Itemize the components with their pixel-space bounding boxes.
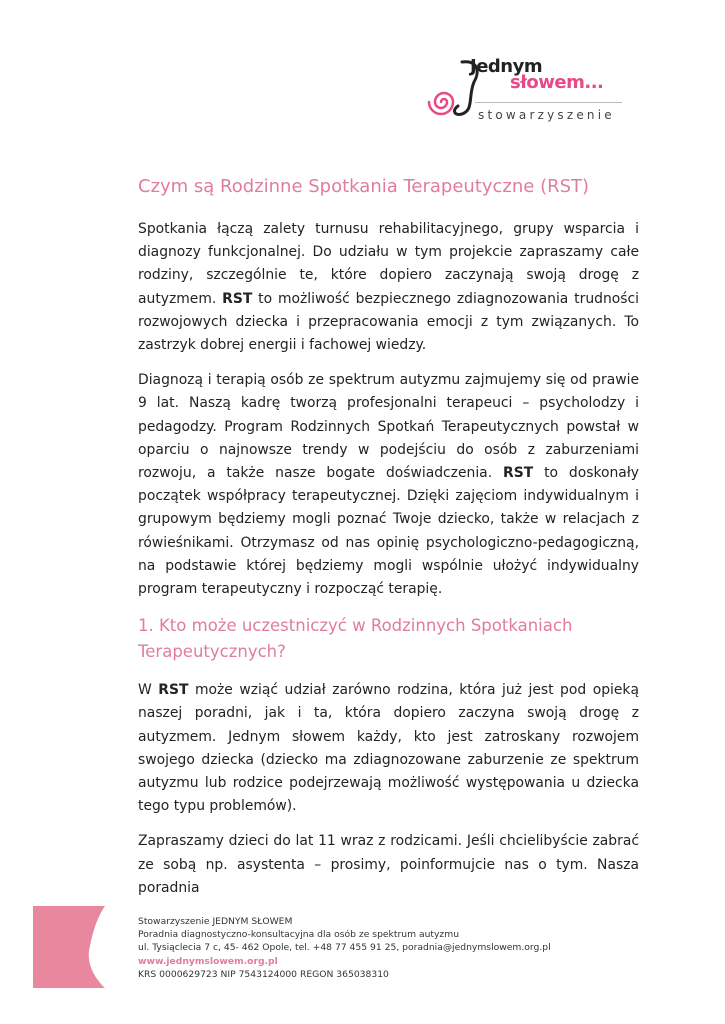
footer-org-name: Stowarzyszenie JEDNYM SŁOWEM [138, 916, 293, 927]
text: to możliwość bezpiecznego zdiagnozowania trudności rozwojowych dziecka i przepracowania emocji z tym związanych. To zastrzyk dobrej energii i fachowej wiedzy. [138, 290, 639, 354]
paragraph-invite: Zapraszamy dzieci do lat 11 wraz z rodzicami. Jeśli chcielibyście zabrać ze sobą np. asystenta – prosimy, poinformujcie nas o tym. Nasza poradnia [138, 833, 639, 896]
footer-decor-curve [88, 906, 128, 988]
text: W [138, 682, 159, 699]
paragraph-who [138, 679, 639, 818]
document-body [138, 172, 639, 912]
footer-description: Poradnia diagnostyczno-konsultacyjna dla osób ze spektrum autyzmu [138, 929, 460, 941]
footer [138, 915, 551, 981]
bold-rst: RST [503, 465, 534, 482]
text: Diagnozą i terapią osób ze spektrum autyzmu zajmujemy się od prawie 9 lat. Naszą kadrę tworzą profesjonalni terapeuci – psycholodzy i pedagodzy. Program Rodzinnych Spotkań Terapeutycznych powstał w oparciu o najnowsze trendy w podejściu do osób z zaburzeniami rozwoju, a także nasze bogate doświadczenia. [138, 372, 639, 482]
logo-subtitle: stowarzyszenie [478, 108, 615, 122]
page-title: Czym są Rodzinne Spotkania Terapeutyczne (RST) [138, 176, 590, 197]
paragraph-about [138, 369, 639, 601]
logo-divider [475, 102, 622, 103]
section-heading: 1. Kto może uczestniczyć w Rodzinnych Spotkaniach Terapeutycznych? [138, 616, 573, 662]
footer-registry: KRS 0000629723 NIP 7543124000 REGON 365038310 [138, 968, 389, 980]
text: Spotkania łączą zalety turnusu rehabilitacyjnego, grupy wsparcia i diagnozy funkcjonalnej. Do udziału w tym projekcie zapraszamy całe rodziny, szczególnie te, które dopiero zaczynają swoją drogę z autyzmem. [138, 221, 639, 307]
logo-word-slowem: słowem... [510, 72, 604, 93]
logo-word-jednym: Jednym [470, 56, 543, 77]
paragraph-intro [138, 218, 639, 357]
bold-rst: RST [158, 682, 189, 699]
bold-rst: RST [222, 290, 253, 307]
text: to doskonały początek współpracy terapeutycznej. Dzięki zajęciom indywidualnym i grupowym będziemy mogli poznać Twoje dziecko, także w relacjach z rówieśnikami. Otrzymasz od nas opinię psychologiczno-pedagogiczną, na podstawie której będziemy mogli wspólnie ułożyć indywidualny program terapeutyczny i rozpocząć terapię. [138, 465, 639, 598]
text: może wziąć udział zarówno rodzina, która już jest pod opieką naszej poradni, jak i ta, która dopiero zaczyna swoją drogę z autyzmem. Jednym słowem każdy, kto jest zatroskany rozwojem swojego dziecka (dziecko ma zdiagnozowane zaburzenie ze spektrum autyzmu lub rodzice podejrzewają możliwość występowania u dziecka tego typu problemów). [138, 682, 639, 815]
footer-website-link[interactable]: www.jednymslowem.org.pl [138, 955, 278, 967]
footer-address: ul. Tysiąclecia 7 c, 45- 462 Opole, tel. +48 77 455 91 25, poradnia@jednymslowem.org.pl [138, 942, 551, 954]
